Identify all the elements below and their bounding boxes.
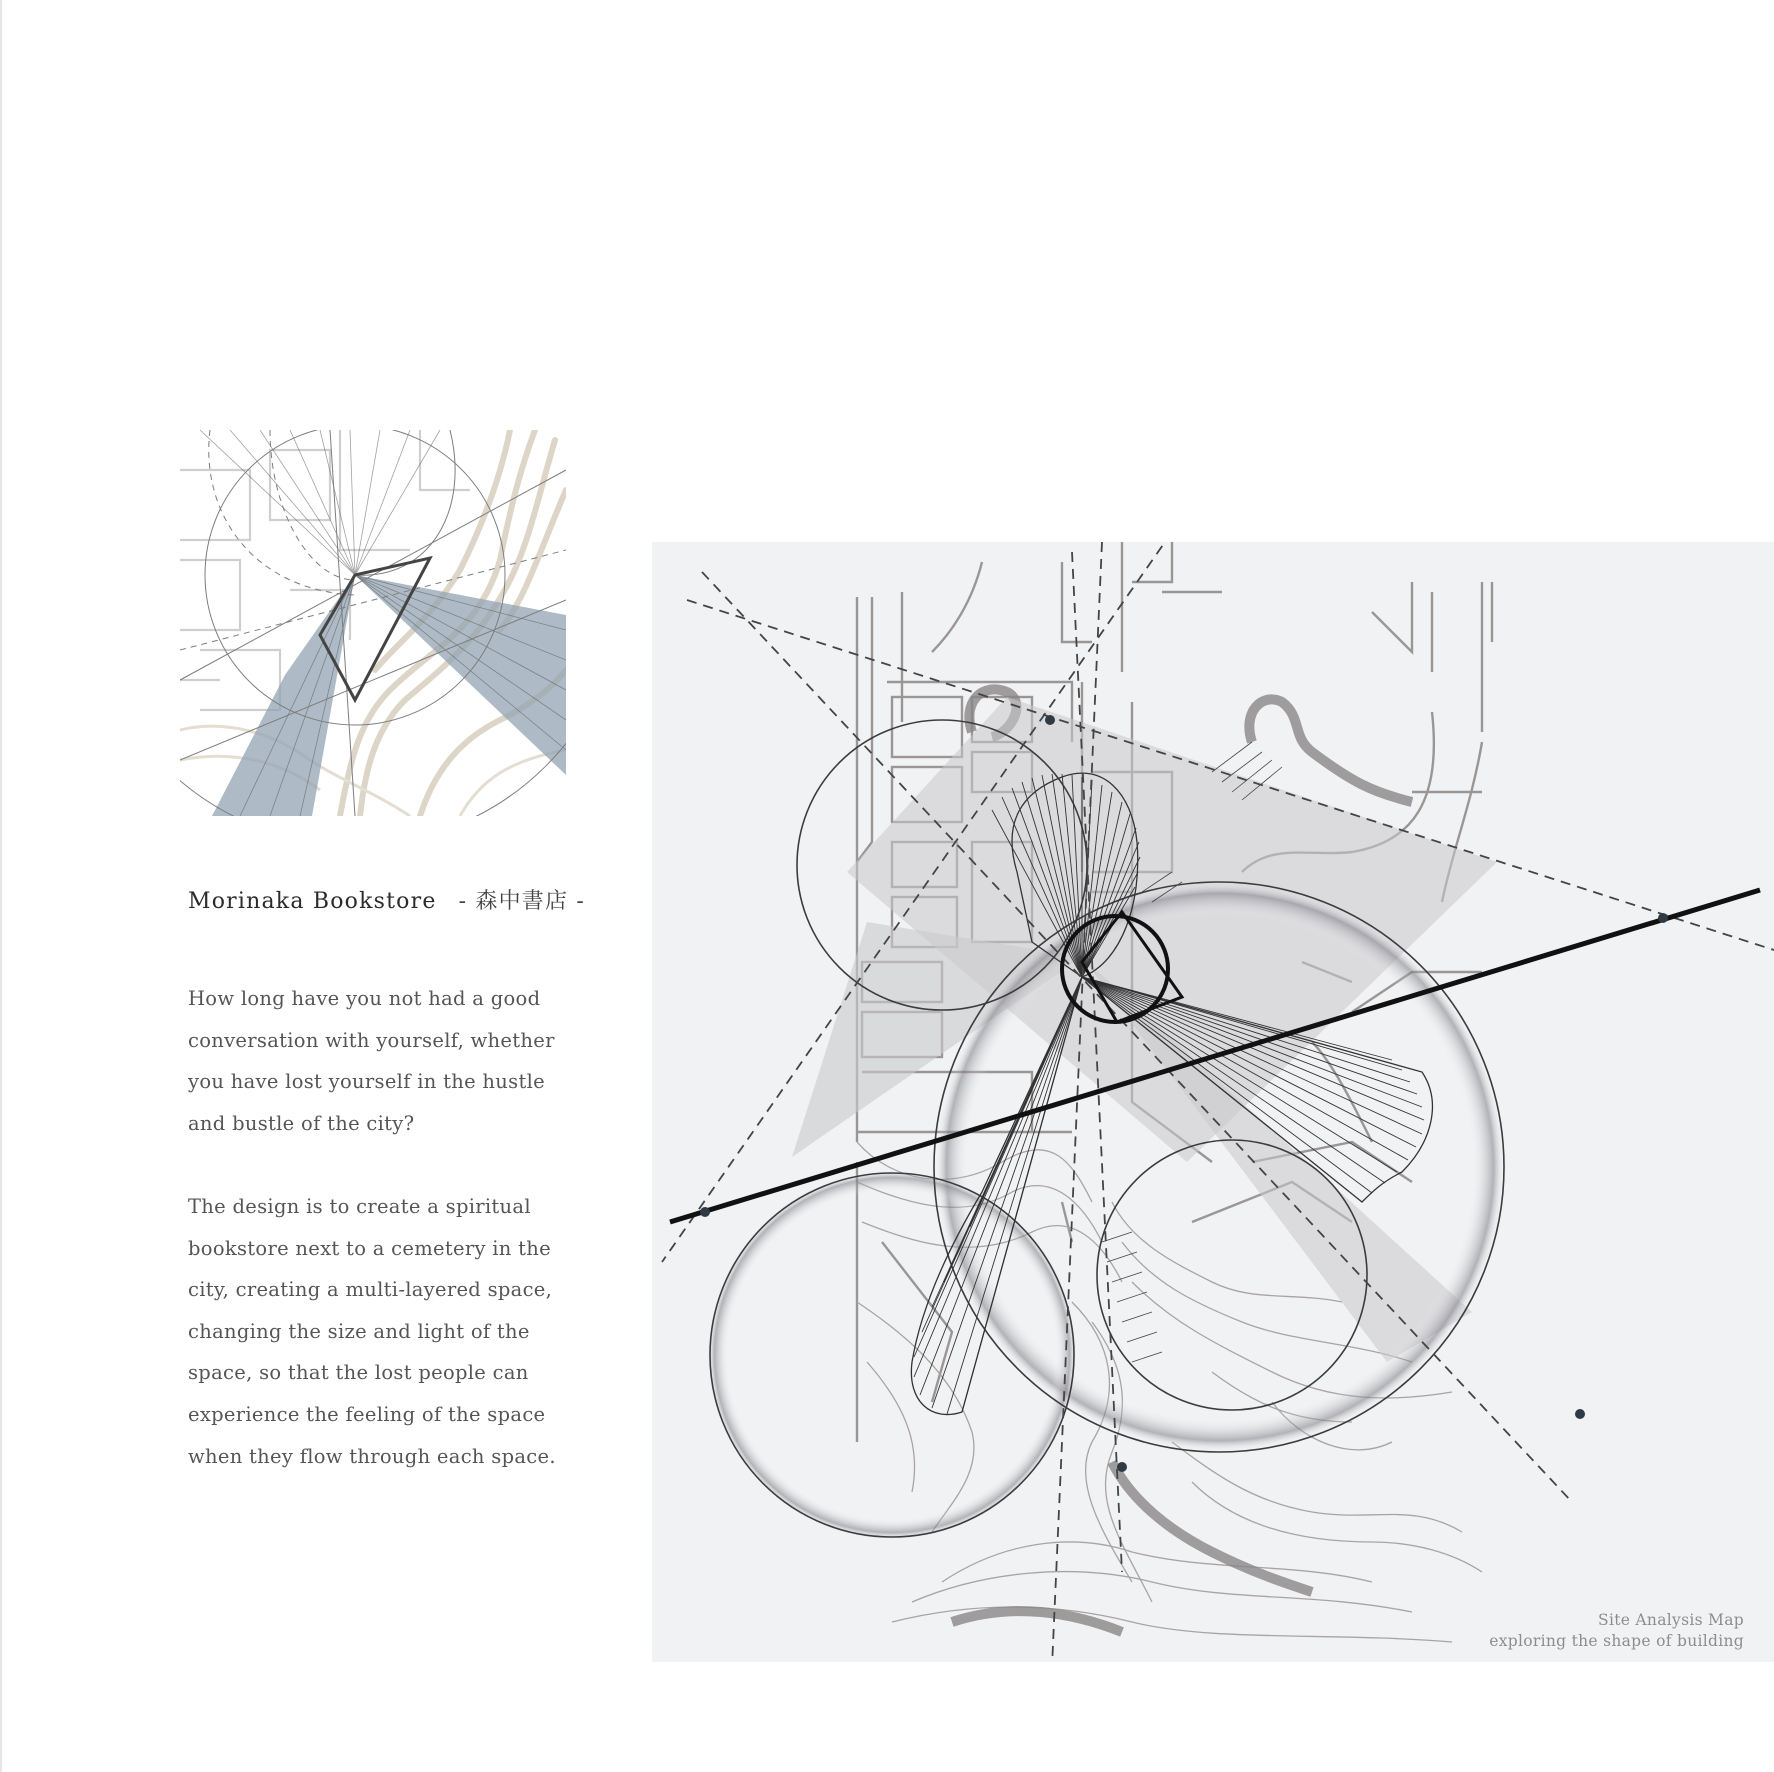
project-name: Morinaka Bookstore <box>188 889 437 914</box>
concept-sketch <box>180 430 566 816</box>
survey-point <box>1117 1462 1127 1472</box>
concept-sketch-thumbnail <box>180 430 566 816</box>
halo-circle-small <box>707 1170 1077 1540</box>
survey-point <box>700 1207 710 1217</box>
project-title <box>188 884 585 915</box>
page-edge <box>0 0 2 1772</box>
caption-title: Site Analysis Map <box>1598 1611 1744 1629</box>
survey-point <box>1575 1409 1585 1419</box>
description-paragraph-1: How long have you not had a good conversation with yourself, whether you have lost yourself in the hustle and bustle of the city? <box>188 987 555 1135</box>
map-caption <box>1489 1610 1744 1652</box>
site-analysis-map <box>652 542 1774 1662</box>
caption-subtitle: exploring the shape of building <box>1489 1632 1744 1650</box>
site-analysis-drawing <box>652 542 1774 1662</box>
description-paragraph-2: The design is to create a spiritual bookstore next to a cemetery in the city, creating a multi-layered space, changing the size and light of the space, so that the lost people can experience the feeling of the space when they flow through each space. <box>188 1195 556 1468</box>
survey-point <box>1045 715 1055 725</box>
survey-point <box>1658 913 1668 923</box>
project-subtitle: - 森中書店 - <box>458 889 586 914</box>
